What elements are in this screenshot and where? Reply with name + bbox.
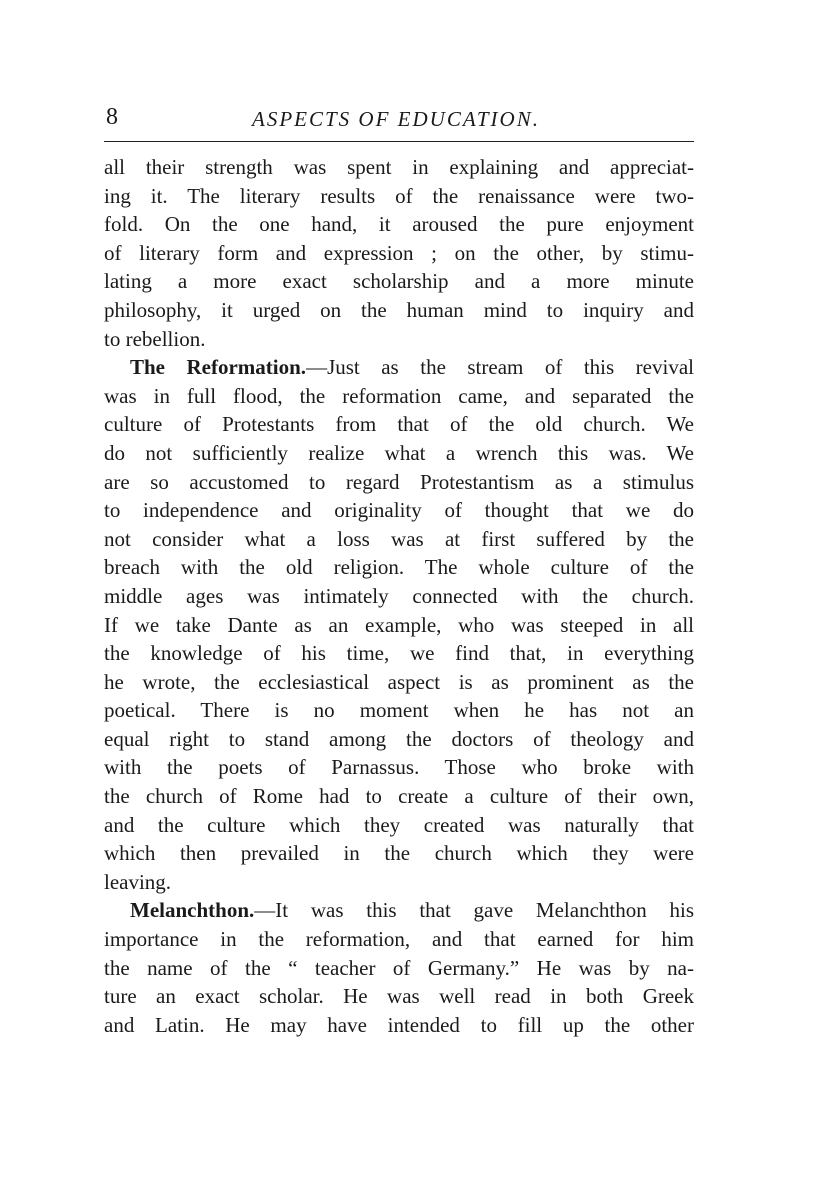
text-line: ing it. The literary results of the renaissance were two- <box>104 183 694 208</box>
text-line <box>104 896 694 925</box>
text-line: to independence and originality of thought that we do <box>104 498 694 523</box>
text-line: ture an exact scholar. He was well read in both Greek <box>104 984 694 1009</box>
running-title: ASPECTS OF EDUCATION. <box>252 107 540 131</box>
text-line: and Latin. He may have intended to fill up the other <box>104 1012 694 1037</box>
text-line-content: —Just as the stream of this revival <box>306 355 694 380</box>
section-heading-melanchthon: Melanchthon. <box>130 898 255 923</box>
header-rule <box>104 141 694 142</box>
text-line: equal right to stand among the doctors of theology and <box>104 726 694 751</box>
text-line: do not sufficiently realize what a wrench this was. We <box>104 440 694 465</box>
text-line: of literary form and expression ; on the other, by stimu- <box>104 240 694 265</box>
text-line: the knowledge of his time, we find that, in everything <box>104 641 694 666</box>
page-header <box>104 103 690 133</box>
text-line: are so accustomed to regard Protestantism as a stimulus <box>104 469 694 494</box>
text-line: fold. On the one hand, it aroused the pure enjoyment <box>104 212 694 237</box>
text-line: poetical. There is no moment when he has not an <box>104 698 694 723</box>
text-line: lating a more exact scholarship and a more minute <box>104 269 694 294</box>
text-line: the name of the “ teacher of Germany.” He was by na- <box>104 955 694 980</box>
text-line: and the culture which they created was naturally that <box>104 812 694 837</box>
section-heading-reformation: The Reformation. <box>130 355 307 380</box>
text-line: philosophy, it urged on the human mind to inquiry and <box>104 297 694 322</box>
text-line: he wrote, the ecclesiastical aspect is as prominent as the <box>104 669 694 694</box>
text-line: which then prevailed in the church which they were <box>104 841 694 866</box>
text-line-content: —It was this that gave Melanchthon his <box>254 898 694 923</box>
text-line: with the poets of Parnassus. Those who broke with <box>104 755 694 780</box>
text-line: middle ages was intimately connected with the church. <box>104 583 694 608</box>
text-line: all their strength was spent in explaining and appreciat- <box>104 155 694 179</box>
body-text <box>104 153 694 1039</box>
text-line: importance in the reformation, and that earned for him <box>104 927 694 952</box>
text-line: was in full flood, the reformation came, and separated the <box>104 383 694 408</box>
text-line: the church of Rome had to create a culture of their own, <box>104 784 694 809</box>
text-line: If we take Dante as an example, who was steeped in all <box>104 612 694 637</box>
text-line <box>104 353 694 382</box>
text-line: to rebellion. <box>104 326 206 351</box>
text-line: culture of Protestants from that of the old church. We <box>104 412 694 437</box>
page-number: 8 <box>106 104 118 130</box>
text-line: not consider what a loss was at first suffered by the <box>104 526 694 551</box>
text-line: breach with the old religion. The whole culture of the <box>104 555 694 580</box>
text-line: leaving. <box>104 869 172 894</box>
